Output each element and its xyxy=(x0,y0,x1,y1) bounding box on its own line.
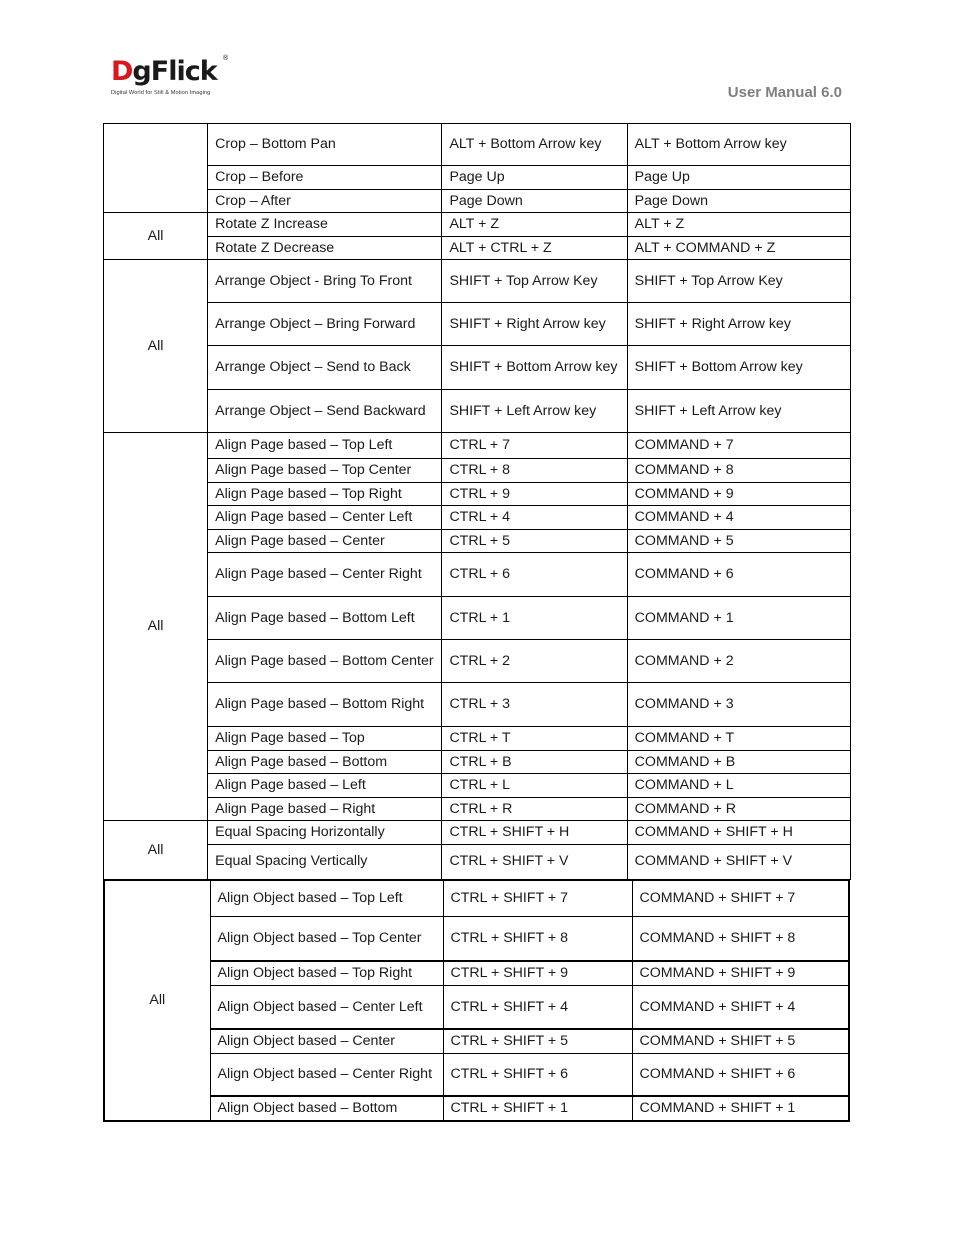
mac-shortcut-cell: Page Down xyxy=(627,189,850,213)
action-cell: Align Page based – Top xyxy=(208,727,442,751)
table-row xyxy=(104,683,851,727)
action-cell: Align Page based – Top Center xyxy=(208,459,442,483)
table-row xyxy=(104,797,851,821)
mac-shortcut-cell: COMMAND + SHIFT + H xyxy=(627,821,850,845)
action-cell: Align Page based – Bottom xyxy=(208,750,442,774)
table-row xyxy=(104,1053,849,1096)
mac-shortcut-cell: COMMAND + SHIFT + 1 xyxy=(632,1096,849,1121)
windows-shortcut-cell: CTRL + R xyxy=(442,797,627,821)
manual-title: User Manual 6.0 xyxy=(727,84,842,101)
table-row xyxy=(104,961,849,985)
group-platform-cell xyxy=(104,124,208,213)
table-row xyxy=(104,124,851,166)
windows-shortcut-cell: CTRL + 8 xyxy=(442,459,627,483)
table-row xyxy=(104,529,851,553)
table-row xyxy=(104,346,851,390)
windows-shortcut-cell: Page Down xyxy=(442,189,627,213)
table-row xyxy=(104,189,851,213)
action-cell: Arrange Object – Bring Forward xyxy=(208,303,442,346)
windows-shortcut-cell: CTRL + 3 xyxy=(442,683,627,727)
mac-shortcut-cell: COMMAND + SHIFT + 4 xyxy=(632,985,849,1029)
table-row xyxy=(104,390,851,433)
action-cell: Arrange Object - Bring To Front xyxy=(208,260,442,303)
group-platform-cell: All xyxy=(104,433,208,821)
mac-shortcut-cell: COMMAND + 7 xyxy=(627,433,850,459)
shortcuts-table-1 xyxy=(103,123,851,880)
windows-shortcut-cell: CTRL + SHIFT + 6 xyxy=(443,1053,632,1096)
mac-shortcut-cell: COMMAND + R xyxy=(627,797,850,821)
table-row xyxy=(104,433,851,459)
action-cell: Equal Spacing Vertically xyxy=(208,844,442,879)
action-cell: Align Page based – Top Left xyxy=(208,433,442,459)
action-cell: Align Object based – Top Center xyxy=(210,916,443,961)
windows-shortcut-cell: ALT + CTRL + Z xyxy=(442,236,627,260)
group-platform-cell: All xyxy=(104,213,208,260)
mac-shortcut-cell: COMMAND + 6 xyxy=(627,553,850,597)
action-cell: Align Object based – Center Left xyxy=(210,985,443,1029)
mac-shortcut-cell: SHIFT + Bottom Arrow key xyxy=(627,346,850,390)
table-row xyxy=(104,482,851,506)
mac-shortcut-cell: COMMAND + SHIFT + 9 xyxy=(632,961,849,985)
mac-shortcut-cell: COMMAND + 4 xyxy=(627,506,850,530)
windows-shortcut-cell: CTRL + 7 xyxy=(442,433,627,459)
table-row xyxy=(104,166,851,190)
action-cell: Align Object based – Top Right xyxy=(210,961,443,985)
action-cell: Arrange Object – Send to Back xyxy=(208,346,442,390)
action-cell: Align Page based – Center Left xyxy=(208,506,442,530)
mac-shortcut-cell: COMMAND + SHIFT + V xyxy=(627,844,850,879)
action-cell: Align Page based – Center xyxy=(208,529,442,553)
table-row xyxy=(104,727,851,751)
action-cell: Rotate Z Increase xyxy=(208,213,442,237)
windows-shortcut-cell: SHIFT + Top Arrow Key xyxy=(442,260,627,303)
windows-shortcut-cell: CTRL + SHIFT + H xyxy=(442,821,627,845)
table-row xyxy=(104,506,851,530)
windows-shortcut-cell: CTRL + SHIFT + 5 xyxy=(443,1029,632,1053)
mac-shortcut-cell: COMMAND + SHIFT + 6 xyxy=(632,1053,849,1096)
table-row xyxy=(104,774,851,798)
mac-shortcut-cell: ALT + Bottom Arrow key xyxy=(627,124,850,166)
mac-shortcut-cell: COMMAND + 3 xyxy=(627,683,850,727)
table-row xyxy=(104,916,849,961)
windows-shortcut-cell: CTRL + SHIFT + 9 xyxy=(443,961,632,985)
mac-shortcut-cell: COMMAND + B xyxy=(627,750,850,774)
table-row xyxy=(104,821,851,845)
table-row xyxy=(104,1096,849,1121)
mac-shortcut-cell: ALT + Z xyxy=(627,213,850,237)
shortcuts-table-2 xyxy=(103,879,850,1122)
windows-shortcut-cell: SHIFT + Bottom Arrow key xyxy=(442,346,627,390)
windows-shortcut-cell: SHIFT + Right Arrow key xyxy=(442,303,627,346)
action-cell: Align Page based – Left xyxy=(208,774,442,798)
windows-shortcut-cell: CTRL + SHIFT + V xyxy=(442,844,627,879)
windows-shortcut-cell: CTRL + SHIFT + 1 xyxy=(443,1096,632,1121)
windows-shortcut-cell: CTRL + L xyxy=(442,774,627,798)
mac-shortcut-cell: SHIFT + Left Arrow key xyxy=(627,390,850,433)
table-row xyxy=(104,597,851,640)
windows-shortcut-cell: CTRL + B xyxy=(442,750,627,774)
mac-shortcut-cell: COMMAND + T xyxy=(627,727,850,751)
company-logo xyxy=(111,55,236,101)
mac-shortcut-cell: SHIFT + Right Arrow key xyxy=(627,303,850,346)
mac-shortcut-cell: ALT + COMMAND + Z xyxy=(627,236,850,260)
logo-tagline: Digital World for Still & Motion Imaging xyxy=(111,90,211,96)
registered-mark: ® xyxy=(223,55,229,62)
action-cell: Align Page based – Top Right xyxy=(208,482,442,506)
mac-shortcut-cell: SHIFT + Top Arrow Key xyxy=(627,260,850,303)
table-row xyxy=(104,640,851,683)
mac-shortcut-cell: COMMAND + SHIFT + 7 xyxy=(632,880,849,916)
mac-shortcut-cell: COMMAND + 5 xyxy=(627,529,850,553)
windows-shortcut-cell: CTRL + 2 xyxy=(442,640,627,683)
action-cell: Crop – Before xyxy=(208,166,442,190)
table-row xyxy=(104,303,851,346)
table-row xyxy=(104,750,851,774)
action-cell: Equal Spacing Horizontally xyxy=(208,821,442,845)
mac-shortcut-cell: COMMAND + L xyxy=(627,774,850,798)
group-platform-cell: All xyxy=(104,260,208,433)
table-row xyxy=(104,844,851,879)
group-platform-cell: All xyxy=(104,880,210,1121)
windows-shortcut-cell: CTRL + 6 xyxy=(442,553,627,597)
action-cell: Align Page based – Bottom Left xyxy=(208,597,442,640)
table-row xyxy=(104,553,851,597)
table-row xyxy=(104,1029,849,1053)
table-row xyxy=(104,459,851,483)
logo-wordmark: DgFlick xyxy=(111,56,217,87)
table-row xyxy=(104,260,851,303)
mac-shortcut-cell: COMMAND + SHIFT + 5 xyxy=(632,1029,849,1053)
action-cell: Align Object based – Center xyxy=(210,1029,443,1053)
windows-shortcut-cell: CTRL + T xyxy=(442,727,627,751)
action-cell: Align Object based – Bottom xyxy=(210,1096,443,1121)
windows-shortcut-cell: CTRL + 5 xyxy=(442,529,627,553)
table-row xyxy=(104,880,849,916)
action-cell: Align Object based – Top Left xyxy=(210,880,443,916)
action-cell: Arrange Object – Send Backward xyxy=(208,390,442,433)
mac-shortcut-cell: COMMAND + 8 xyxy=(627,459,850,483)
windows-shortcut-cell: CTRL + SHIFT + 4 xyxy=(443,985,632,1029)
windows-shortcut-cell: ALT + Bottom Arrow key xyxy=(442,124,627,166)
windows-shortcut-cell: ALT + Z xyxy=(442,213,627,237)
windows-shortcut-cell: Page Up xyxy=(442,166,627,190)
windows-shortcut-cell: SHIFT + Left Arrow key xyxy=(442,390,627,433)
action-cell: Align Page based – Center Right xyxy=(208,553,442,597)
windows-shortcut-cell: CTRL + 9 xyxy=(442,482,627,506)
windows-shortcut-cell: CTRL + 4 xyxy=(442,506,627,530)
table-row xyxy=(104,213,851,237)
action-cell: Align Page based – Bottom Center xyxy=(208,640,442,683)
windows-shortcut-cell: CTRL + 1 xyxy=(442,597,627,640)
mac-shortcut-cell: COMMAND + 2 xyxy=(627,640,850,683)
action-cell: Align Object based – Center Right xyxy=(210,1053,443,1096)
action-cell: Align Page based – Right xyxy=(208,797,442,821)
group-platform-cell: All xyxy=(104,821,208,880)
action-cell: Crop – Bottom Pan xyxy=(208,124,442,166)
action-cell: Align Page based – Bottom Right xyxy=(208,683,442,727)
action-cell: Rotate Z Decrease xyxy=(208,236,442,260)
windows-shortcut-cell: CTRL + SHIFT + 7 xyxy=(443,880,632,916)
mac-shortcut-cell: COMMAND + SHIFT + 8 xyxy=(632,916,849,961)
table-row xyxy=(104,236,851,260)
action-cell: Crop – After xyxy=(208,189,442,213)
windows-shortcut-cell: CTRL + SHIFT + 8 xyxy=(443,916,632,961)
mac-shortcut-cell: COMMAND + 1 xyxy=(627,597,850,640)
mac-shortcut-cell: Page Up xyxy=(627,166,850,190)
mac-shortcut-cell: COMMAND + 9 xyxy=(627,482,850,506)
table-row xyxy=(104,985,849,1029)
